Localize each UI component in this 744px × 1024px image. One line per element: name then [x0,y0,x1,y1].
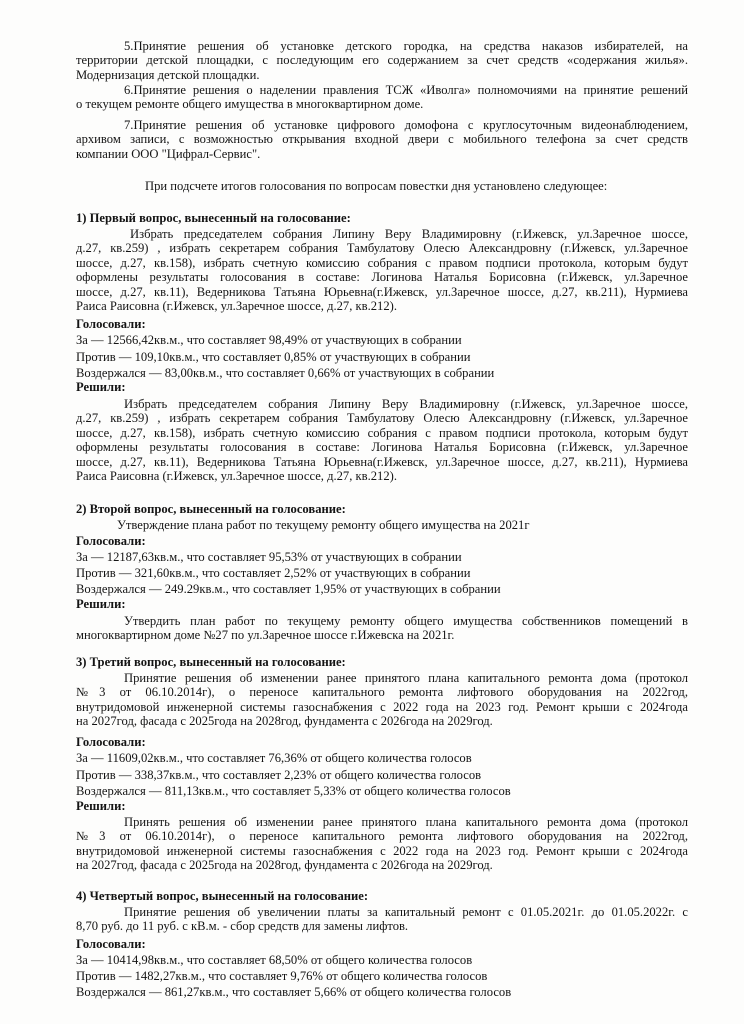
text-line: Принятие решения об изменении ранее принятого плана капитального ремонта дома (протокол [124,671,688,685]
text-line: шоссе, д.27, кв.11), Ведерникова Татьяна Юрьевна(г.Ижевск, ул.Заречное шоссе, д.27, кв.211), Нурмиева [76,284,688,299]
q1-voted-label: Голосовали: [76,317,146,331]
q1-heading: 1) Первый вопрос, вынесенный на голосование: [76,211,351,225]
q4-vote-against: Против — 1482,27кв.м., что составляет 9,76% от общего количества голосов [76,969,488,983]
q3-vote-for: За — 11609,02кв.м., что составляет 76,36% от общего количества голосов [76,751,472,765]
q2-vote-against: Против — 321,60кв.м., что составляет 2,52% от участвующих в собрании [76,566,471,580]
q3-heading: 3) Третий вопрос, вынесенный на голосование: [76,655,346,669]
text-line: Принять решения об изменении ранее принятого плана капитального ремонта дома (протокол [124,815,688,829]
agenda-item-6 [76,83,688,112]
q2-vote-for: За — 12187,63кв.м., что составляет 95,53% от участвующих в собрании [76,550,462,564]
text-line: оформлены результаты голосования в составе: Логинова Наталья Борисовна (г.Ижевск, ул.Заречное [76,440,688,455]
text-line: внутридомовой инженерной системы газоснабжения с 2022 года на 2023 год. Ремонт крыши с 2024года [76,843,688,858]
q1-vote-against: Против — 109,10кв.м., что составляет 0,85% от участвующих в собрании [76,350,471,364]
q1-text [76,227,688,313]
text-line: №3 от 06.10.2014г), о переносе капитального ремонта лифтового оборудования на 2022год, [76,829,688,844]
q4-text [76,905,688,934]
text-line: д.27, кв.259) , избрать секретарем собрания Тамбулатову Олесю Александровну (г.Ижевск, ул.Заречное [76,241,688,256]
q1-vote-abstain: Воздержался — 83,00кв.м., что составляет 0,66% от участвующих в собрании [76,366,495,380]
q3-voted-label: Голосовали: [76,735,146,749]
text-line: Принятие решения об увеличении платы за капитальный ремонт с 01.05.2021г. до 01.05.2022г. с [124,905,688,919]
text-line: Модернизация детской площадки. [76,67,260,82]
text-line: многоквартирном доме №27 по ул.Заречное шоссе г.Ижевска на 2021г. [76,628,455,643]
agenda-item-7 [76,118,688,161]
text-line: оформлены результаты голосования в составе: Логинова Наталья Борисовна (г.Ижевск, ул.Заречное [76,270,688,285]
q2-text: Утверждение плана работ по текущему ремонту общего имущества на 2021г [117,518,530,532]
q2-decided-label: Решили: [76,597,126,611]
text-line: территории детской площадки, с последующим его содержанием за счет средств «содержания жилья». [76,53,688,68]
agenda-item-5 [76,39,688,82]
text-line: Избрать председателем собрания Липину Веру Владимировну (г.Ижевск, ул.Заречное шоссе, [124,397,688,411]
q4-vote-abstain: Воздержался — 861,27кв.м., что составляет 5,66% от общего количества голосов [76,985,512,999]
text-line: шоссе, д.27, кв.11), Ведерникова Татьяна Юрьевна(г.Ижевск, ул.Заречное шоссе, д.27, кв.211), Нурмиева [76,454,688,469]
text-line: 7.Принятие решения об установке цифрового домофона с круглосуточным видеонаблюдением, [124,118,688,132]
q1-decided-label: Решили: [76,380,126,394]
summary-line: При подсчете итогов голосования по вопросам повестки дня установлено следующее: [145,179,608,193]
q1-decision [76,397,688,483]
text-line: архивом записи, с возможностью открывания входной двери с мобильного телефона за счет средств [76,132,688,147]
q3-text [76,671,688,729]
text-line: 5.Принятие решения об установке детского городка, на средства наказов избирателей, на [124,39,688,53]
q3-vote-against: Против — 338,37кв.м., что составляет 2,23% от общего количества голосов [76,768,482,782]
q3-decided-label: Решили: [76,799,126,813]
q2-decision [76,614,688,643]
text-line: шоссе, д.27, кв.158), избрать счетную комиссию собрания с правом подписи протокола, которым будут [76,255,688,270]
q4-heading: 4) Четвертый вопрос, вынесенный на голосование: [76,889,369,903]
q2-vote-abstain: Воздержался — 249.29кв.м., что составляет 1,95% от участвующих в собрании [76,582,501,596]
q3-vote-abstain: Воздержался — 811,13кв.м., что составляет 5,33% от общего количества голосов [76,784,511,798]
text-line: внутридомовой инженерной системы газоснабжения с 2022 года на 2023 год. Ремонт крыши с 2024года [76,699,688,714]
text-line: на 2027год, фасада с 2025года на 2028год, фундамента с 2026года на 2029год. [76,714,493,729]
text-line: д.27, кв.259) , избрать секретарем собрания Тамбулатову Олесю Александровну (г.Ижевск, ул.Заречное [76,411,688,426]
text-line: №3 от 06.10.2014г), о переносе капитального ремонта лифтового оборудования на 2022год, [76,685,688,700]
text-line: о текущем ремонте общего имущества в многоквартирном доме. [76,97,424,112]
q4-voted-label: Голосовали: [76,937,146,951]
text-line: 6.Принятие решения о наделении правления ТСЖ «Иволга» полномочиями на принятие решений [124,83,688,97]
text-line: Раиса Раисовна (г.Ижевск, ул.Заречное шоссе, д.27, кв.212). [76,299,397,314]
text-line: на 2027год, фасада с 2025года на 2028год, фундамента с 2026года на 2029год. [76,858,493,873]
text-line: Раиса Раисовна (г.Ижевск, ул.Заречное шоссе, д.27, кв.212). [76,469,397,484]
text-line: Избрать председателем собрания Липину Веру Владимировну (г.Ижевск, ул.Заречное шоссе, [130,227,688,241]
q4-vote-for: За — 10414,98кв.м., что составляет 68,50% от общего количества голосов [76,953,473,967]
q1-vote-for: За — 12566,42кв.м., что составляет 98,49% от участвующих в собрании [76,333,462,347]
text-line: Утвердить план работ по текущему ремонту общего имущества собственников помещений в [124,614,688,628]
text-line: шоссе, д.27, кв.158), избрать счетную комиссию собрания с правом подписи протокола, которым будут [76,425,688,440]
q2-voted-label: Голосовали: [76,534,146,548]
text-line: компании ООО "Цифрал-Сервис". [76,146,261,161]
text-line: 8,70 руб. до 11 руб. с кВ.м. - сбор средств для замены лифтов. [76,919,409,934]
q2-heading: 2) Второй вопрос, вынесенный на голосование: [76,502,346,516]
q3-decision [76,815,688,873]
